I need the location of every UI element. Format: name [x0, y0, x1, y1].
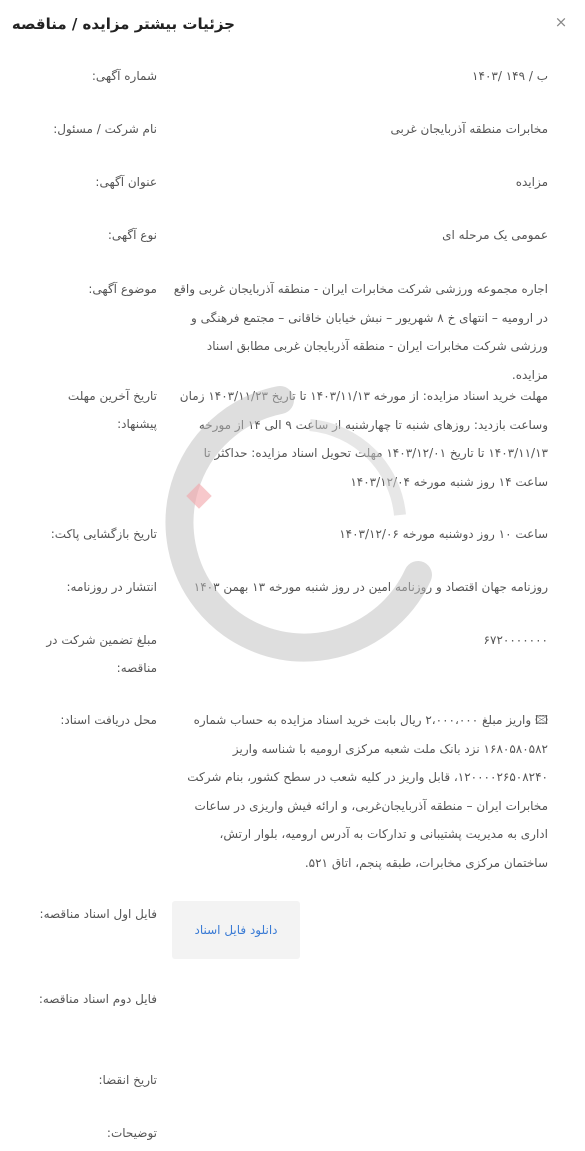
company-value: مخابرات منطقه آذربایجان غربی — [390, 122, 548, 136]
notes-label: توضیحات: — [106, 1126, 157, 1140]
modal-title: جزئیات بیشتر مزایده / مناقصه — [11, 15, 235, 33]
deadline-label: تاریخ آخرین مهلت پیشنهاد: — [67, 389, 157, 431]
docs-location-value: 🖾 واریز مبلغ ۲،۰۰۰،۰۰۰ ریال بابت خرید اسناد مزایده به حساب شماره ۱۶۸۰۵۸۰۵۸۲ نزد بانک ملت شعبه مرکزی ارومیه با شناسه واریز ۱۲۰۰۰۰۲۶۵۰۸۲۴۰، قابل واریز در کلیه شعب در سطح کشور، بنام شرکت مخابرات ایران – منطقه آذربایجان‌غربی، و ارائه فیش واریزی در ساعات اداری به مدیریت پشتیبانی و تدارکات به آدرس ارومیه، بلوار ارتش، ساختمان مرکزی مخابرات، طبقه پنجم، اتاق ۵۲۱. — [187, 713, 548, 870]
ad-number-value: ب / ۱۴۹ /۱۴۰۳ — [472, 69, 548, 83]
second-file-label: فایل دوم اسناد مناقصه: — [38, 992, 157, 1006]
docs-location-label: محل دریافت اسناد: — [60, 713, 157, 727]
company-label: نام شرکت / مسئول: — [53, 122, 157, 136]
opening-label: تاریخ بازگشایی پاکت: — [50, 527, 157, 541]
ad-title-label: عنوان آگهی: — [95, 175, 157, 189]
subject-value: اجاره مجموعه ورزشی شرکت مخابرات ایران - منطقه آذربایجان غربی واقع در ارومیه – انتهای خ ۸ شهریور – نبش خیابان خاقانی – مجتمع فرهنگی و ورزشی شرکت مخابرات ایران - منطقه آذربایجان غربی مطابق اسناد مزایده. — [173, 282, 548, 382]
ad-title-value: مزایده — [515, 175, 548, 189]
subject-label: موضوع آگهی: — [88, 282, 157, 296]
opening-value: ساعت ۱۰ روز دوشنبه مورخه ۱۴۰۳/۱۲/۰۶ — [339, 527, 548, 541]
ad-number-label: شماره آگهی: — [91, 69, 157, 83]
guarantee-value: ۶۷۲۰۰۰۰۰۰۰ — [483, 633, 548, 647]
newspaper-value: روزنامه جهان اقتصاد و روزنامه امین در روز شنبه مورخه ۱۳ بهمن ۱۴۰۳ — [193, 580, 548, 594]
newspaper-label: انتشار در روزنامه: — [66, 580, 157, 594]
guarantee-label: مبلغ تضمین شرکت در مناقصه: — [46, 633, 157, 675]
ad-type-label: نوع آگهی: — [107, 228, 157, 242]
close-icon[interactable]: × — [554, 13, 568, 31]
deadline-value: مهلت خرید اسناد مزایده: از مورخه ۱۴۰۳/۱۱/۱۳ تا تاریخ ۱۴۰۳/۱۱/۲۳ زمان وساعت بازدید: روزهای شنبه تا چهارشنبه از ساعت ۹ الی ۱۴ از مورخه ۱۴۰۳/۱۱/۱۳ تا تاریخ ۱۴۰۳/۱۲/۰۱ مهلت تحویل اسناد مزایده: حداکثر تا ساعت ۱۴ روز شنبه مورخه ۱۴۰۳/۱۲/۰۴ — [179, 389, 548, 489]
ad-type-value: عمومی یک مرحله ای — [442, 228, 548, 242]
download-box — [172, 901, 300, 959]
expiry-label: تاریخ انقضا: — [98, 1073, 157, 1087]
first-file-label: فایل اول اسناد مناقصه: — [39, 907, 157, 921]
download-file-button[interactable]: دانلود فایل اسناد — [194, 923, 278, 937]
